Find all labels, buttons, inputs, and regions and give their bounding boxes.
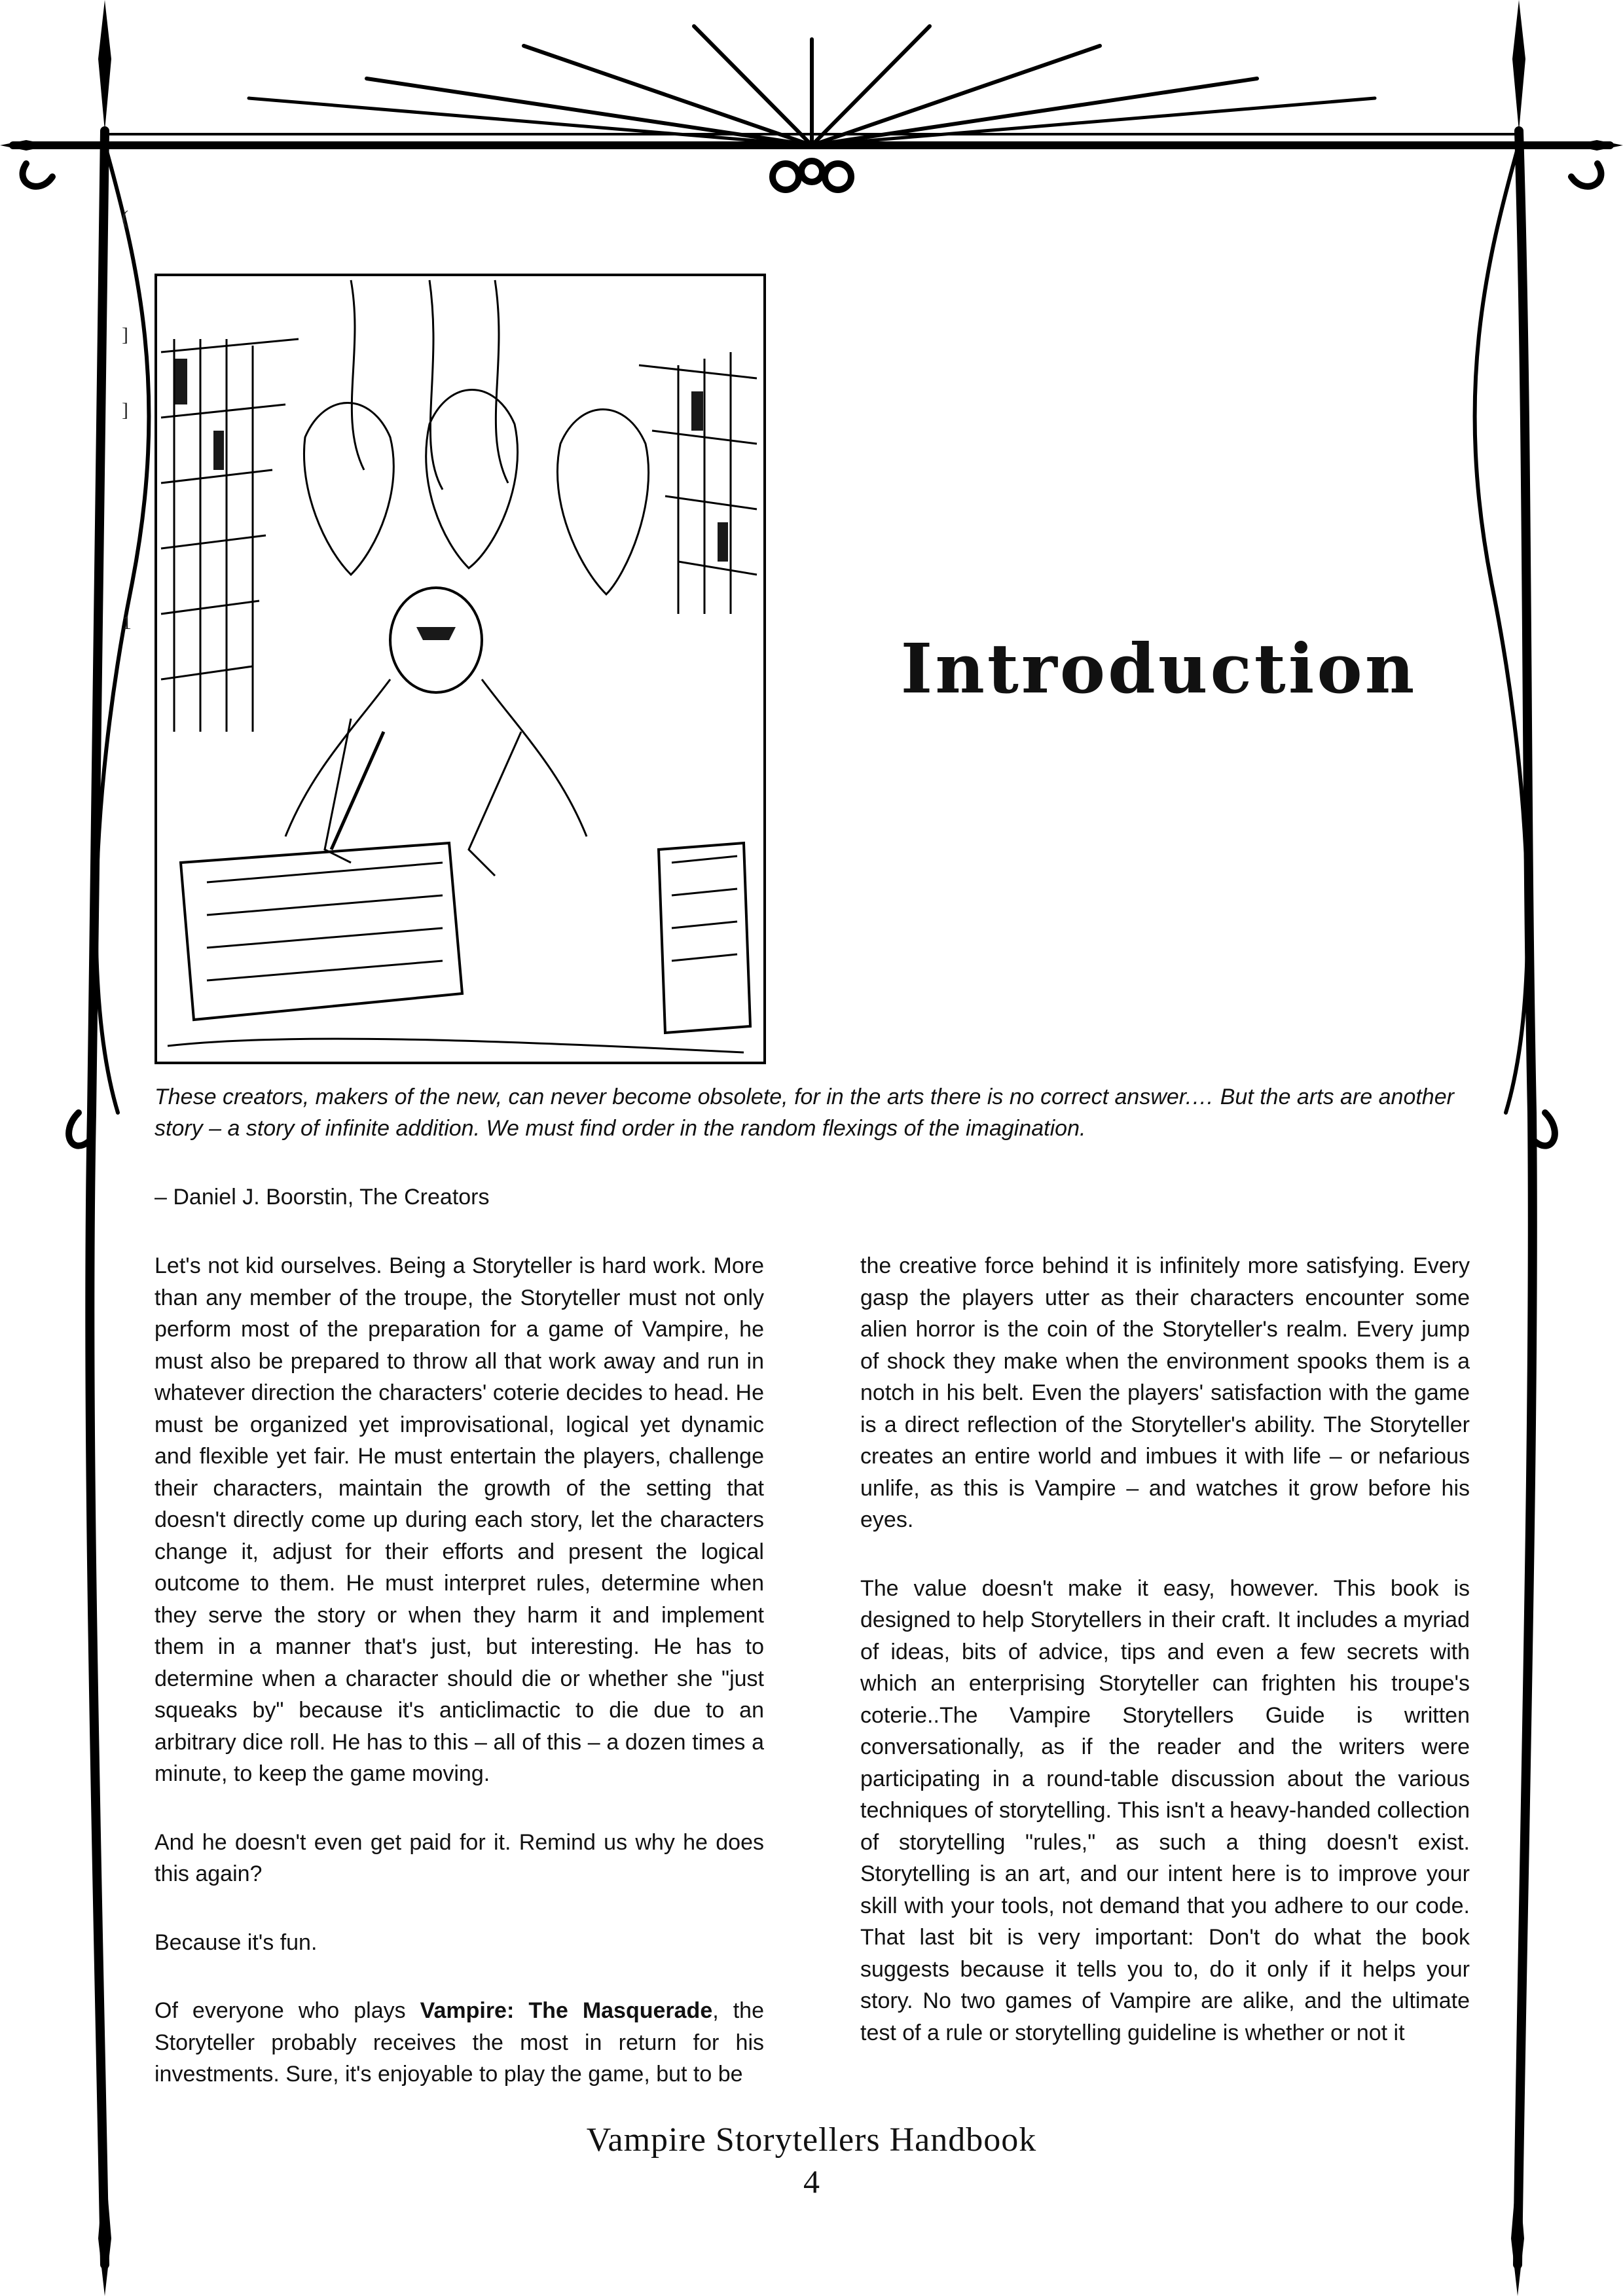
paragraph: Because it's fun.: [155, 1929, 318, 1955]
scribe-illustration: [155, 274, 766, 1064]
margin-mark: ]: [122, 399, 128, 421]
page-number: 4: [803, 2163, 820, 2200]
paragraph: The value doesn't make it easy, however. This book is designed to help Storytellers in their craft. It includes a myriad of ideas, bits of advice, tips and even a few secrets with which an enterprising Storyteller can frighten his troupe's coterie..The Vampire Storytellers Guide is written conversationally, as if the reader and the writers were participating in a round-table discussion about the various techniques of storytelling. This isn't a heavy-handed collection of storytelling "rules," as such a thing doesn't exist. Storytelling is an art, and our intent here is to improve your skill with your tools, not demand that you adhere to our code. That last bit is very important: Don't do what the book suggests because it tells you to, do it only if it helps your story. No two games of Vampire are alike, and the ultimate test of a rule or storytelling guideline is whether or not it: [860, 1575, 1470, 2045]
paragraph: [155, 1995, 764, 2090]
margin-mark: 1: [122, 612, 132, 634]
game-title: Vampire: The Masquerade: [420, 1998, 713, 2023]
epigraph-quote: These creators, makers of the new, can never become obsolete, for in the arts there is no correct answer.… But the arts are another story – a story of infinite addition. We must find order in the random flexings of the imagination.: [155, 1085, 1454, 1141]
paragraph-tail: , the Storyteller probably receives the most in return for his investments. Sure, it's enjoyable to play the game, but to be: [155, 1998, 764, 2087]
paragraph: And he doesn't even get paid for it. Remind us why he does this again?: [155, 1829, 764, 1886]
footer-book-title: Vampire Storytellers Handbook: [586, 2121, 1037, 2159]
epigraph-attribution: – Daniel J. Boorstin, The Creators: [155, 1185, 490, 1210]
margin-mark: ]: [122, 324, 128, 346]
margin-mark: (: [122, 207, 128, 228]
paragraph: Let's not kid ourselves. Being a Storyteller is hard work. More than any member of the troupe, the Storyteller must not only perform most of the preparation for a game of Vampire, he must also be prepared to throw all that work away and run in whatever direction the characters' coterie decides to head. He must be organized yet improvisational, logical yet dynamic and flexible yet fair. He must entertain the players, challenge their characters, maintain the growth of the setting that doesn't directly come up during each story, let the characters change it, adjust for their efforts and present the logical outcome to them. He must interpret rules, determine when they serve the story or when they harm it and implement them in a manner that's just, but interesting. He has to determine when a character should die or whether she "just squeaks by" because it's anticlimactic to die due to an arbitrary dice roll. He has to this – all of this – a dozen times a minute, to keep the game moving.: [155, 1253, 764, 1786]
chapter-title: Introduction: [900, 628, 1417, 709]
paragraph: the creative force behind it is infinitely more satisfying. Every gasp the players utter as their characters encounter some alien horror is the coin of the Storyteller's realm. Every jump of shock they make when the environment spooks them is a notch in his belt. Even the players' satisfaction with the game is a direct reflection of the Storyteller's ability. The Storyteller creates an entire world and imbues it with life – or nefarious unlife, as this is Vampire – and watches it grow before his eyes.: [860, 1253, 1470, 1532]
paragraph-lead: Of everyone who plays: [155, 1998, 420, 2023]
body-left-column: [155, 1250, 764, 2090]
body-right-column: [860, 1250, 1470, 2049]
